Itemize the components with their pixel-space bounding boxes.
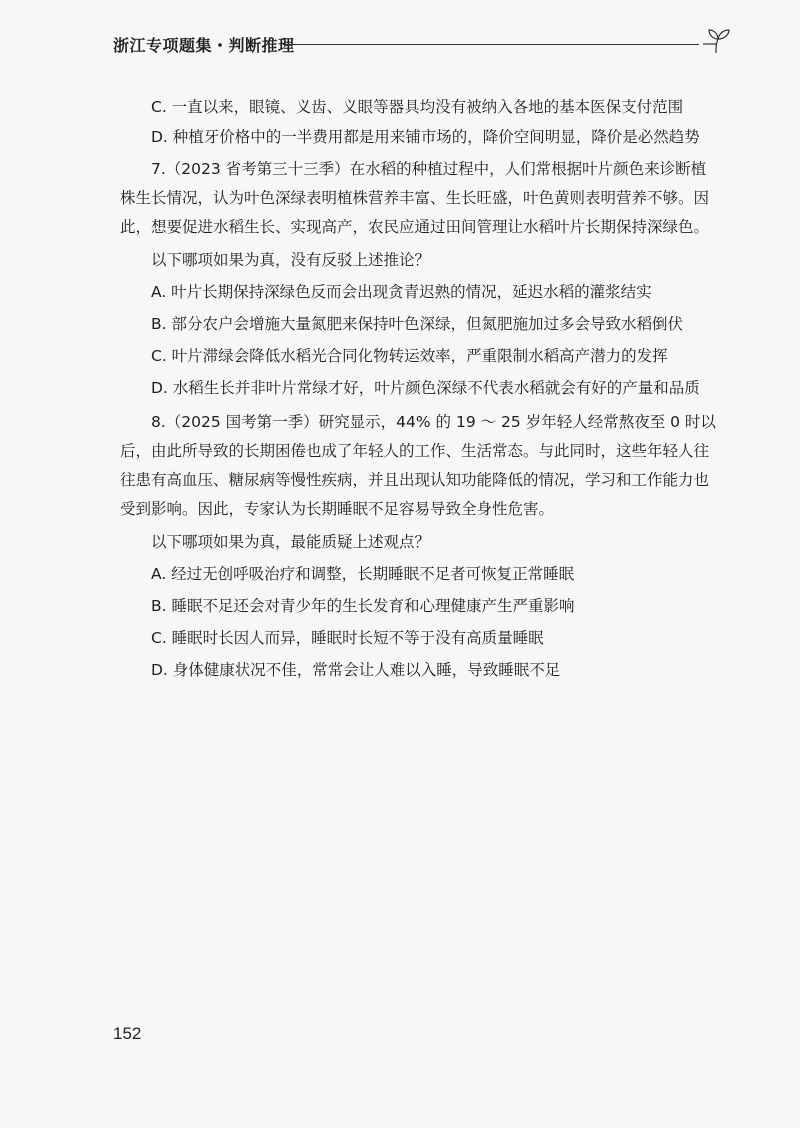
prev-option-d: D. 种植牙价格中的一半费用都是用来铺市场的，降价空间明显，降价是必然趋势 bbox=[151, 128, 700, 146]
header-rule bbox=[283, 44, 699, 45]
page-header bbox=[113, 29, 733, 59]
question-8-option-d: D. 身体健康状况不佳，常常会让人难以入睡，导致睡眠不足 bbox=[151, 661, 561, 679]
question-7-stem: 7.（2023 省考第三十三季）在水稻的种植过程中，人们常根据叶片颜色来诊断植株生长情况，认为叶色深绿表明植株营养丰富、生长旺盛，叶色黄则表明营养不够。因此，想要促进水稻生长、实现高产，农民应通过田间管理让水稻叶片长期保持深绿色。 bbox=[120, 160, 710, 236]
question-8-option-a: A. 经过无创呼吸治疗和调整，长期睡眠不足者可恢复正常睡眠 bbox=[151, 565, 575, 583]
page-number: 152 bbox=[113, 1024, 142, 1043]
question-8-prompt: 以下哪项如果为真，最能质疑上述观点？ bbox=[151, 533, 431, 551]
question-7-prompt: 以下哪项如果为真，没有反驳上述推论？ bbox=[151, 251, 431, 269]
question-8-option-c: C. 睡眠时长因人而异，睡眠时长短不等于没有高质量睡眠 bbox=[151, 629, 544, 647]
question-8-option-b: B. 睡眠不足还会对青少年的生长发育和心理健康产生严重影响 bbox=[151, 597, 575, 615]
prev-option-c: C. 一直以来，眼镜、义齿、义眼等器具均没有被纳入各地的基本医保支付范围 bbox=[151, 98, 684, 116]
question-7-option-b: B. 部分农户会增施大量氮肥来保持叶色深绿，但氮肥施加过多会导致水稻倒伏 bbox=[151, 315, 683, 333]
question-7-option-a: A. 叶片长期保持深绿色反而会出现贪青迟熟的情况，延迟水稻的灌浆结实 bbox=[151, 283, 652, 301]
sprout-icon bbox=[699, 27, 733, 55]
question-7-option-d: D. 水稻生长并非叶片常绿才好，叶片颜色深绿不代表水稻就会有好的产量和品质 bbox=[151, 379, 700, 397]
page-content bbox=[120, 95, 720, 690]
header-title: 浙江专项题集・判断推理 bbox=[113, 36, 295, 55]
question-7-option-c: C. 叶片滞绿会降低水稻光合同化物转运效率，严重限制水稻高产潜力的发挥 bbox=[151, 347, 668, 365]
question-8-stem: 8.（2025 国考第一季）研究显示，44% 的 19 ～ 25 岁年轻人经常熬夜至 0 时以后，由此所导致的长期困倦也成了年轻人的工作、生活常态。与此同时，这些年轻人往往患有高血压、糖尿病等慢性疾病，并且出现认知功能降低的情况，学习和工作能力也受到影响。因此，专家认为长期睡眠不足容易导致全身性危害。 bbox=[120, 413, 716, 518]
